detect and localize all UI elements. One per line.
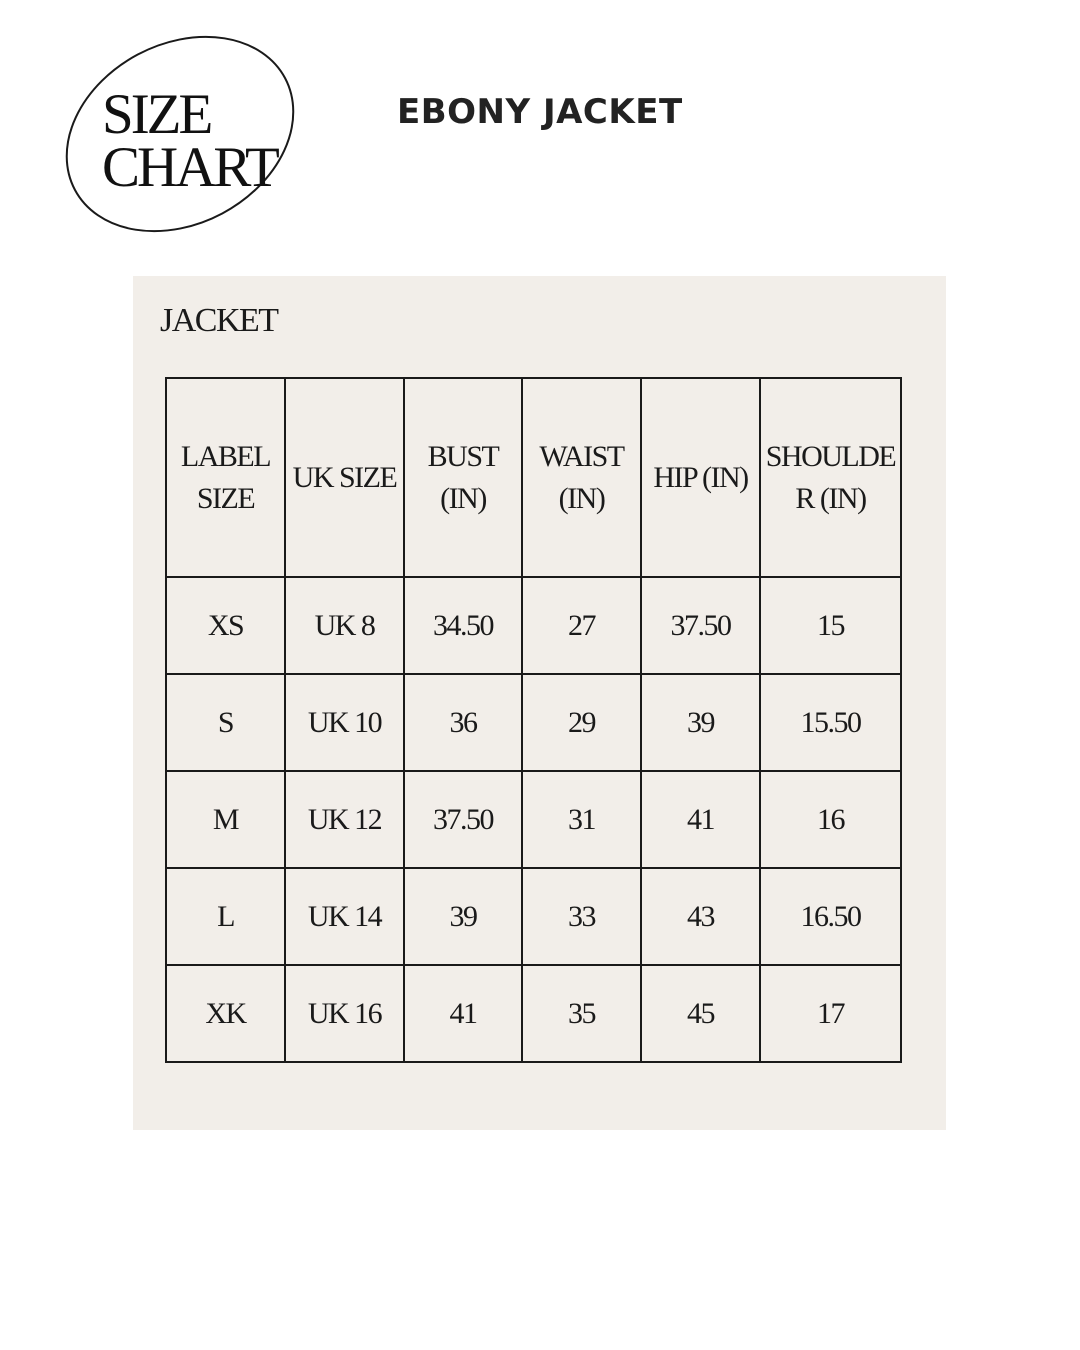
- header-line: R (IN): [795, 481, 866, 515]
- cell-bust: 39: [404, 868, 522, 965]
- cell-waist: 33: [522, 868, 641, 965]
- header-line: (IN): [440, 481, 486, 515]
- cell-bust: 41: [404, 965, 522, 1062]
- cell-uk-size: UK 10: [285, 674, 404, 771]
- cell-uk-size: UK 16: [285, 965, 404, 1062]
- logo-line-2: CHART: [102, 136, 277, 199]
- size-chart-logo: [58, 34, 303, 239]
- cell-hip: 41: [641, 771, 760, 868]
- header-shoulder: [760, 378, 901, 577]
- header-line: SHOULDE: [765, 439, 896, 473]
- table-row: [166, 577, 901, 674]
- cell-label-size: S: [166, 674, 285, 771]
- cell-waist: 35: [522, 965, 641, 1062]
- cell-shoulder: 16.50: [760, 868, 901, 965]
- cell-waist: 27: [522, 577, 641, 674]
- table-row: [166, 965, 901, 1062]
- table-title: JACKET: [160, 302, 278, 339]
- cell-label-size: XS: [166, 577, 285, 674]
- product-title: EBONY JACKET: [397, 92, 683, 132]
- table-header-row: [166, 378, 901, 577]
- size-table: [165, 377, 902, 1063]
- header-line: WAIST: [539, 439, 624, 473]
- header-bust: [404, 378, 522, 577]
- cell-bust: 37.50: [404, 771, 522, 868]
- cell-uk-size: UK 14: [285, 868, 404, 965]
- table-row: [166, 868, 901, 965]
- cell-hip: 39: [641, 674, 760, 771]
- cell-hip: 43: [641, 868, 760, 965]
- size-chart-panel: [133, 276, 946, 1130]
- table-row: [166, 771, 901, 868]
- cell-bust: 34.50: [404, 577, 522, 674]
- header-label-size: [166, 378, 285, 577]
- header-waist: [522, 378, 641, 577]
- header-line: SIZE: [196, 481, 255, 515]
- header-line: HIP (IN): [653, 460, 748, 494]
- header-hip: [641, 378, 760, 577]
- cell-shoulder: 15.50: [760, 674, 901, 771]
- cell-hip: 37.50: [641, 577, 760, 674]
- cell-label-size: L: [166, 868, 285, 965]
- cell-label-size: XK: [166, 965, 285, 1062]
- cell-label-size: M: [166, 771, 285, 868]
- cell-shoulder: 17: [760, 965, 901, 1062]
- cell-waist: 29: [522, 674, 641, 771]
- header-line: UK SIZE: [292, 460, 397, 494]
- logo-line-1: SIZE: [102, 83, 211, 146]
- header-uk-size: [285, 378, 404, 577]
- cell-shoulder: 15: [760, 577, 901, 674]
- header-line: (IN): [558, 481, 605, 515]
- cell-hip: 45: [641, 965, 760, 1062]
- header-line: LABEL: [180, 439, 271, 473]
- header-line: BUST: [427, 439, 499, 473]
- table-row: [166, 674, 901, 771]
- cell-shoulder: 16: [760, 771, 901, 868]
- cell-uk-size: UK 12: [285, 771, 404, 868]
- cell-uk-size: UK 8: [285, 577, 404, 674]
- cell-bust: 36: [404, 674, 522, 771]
- cell-waist: 31: [522, 771, 641, 868]
